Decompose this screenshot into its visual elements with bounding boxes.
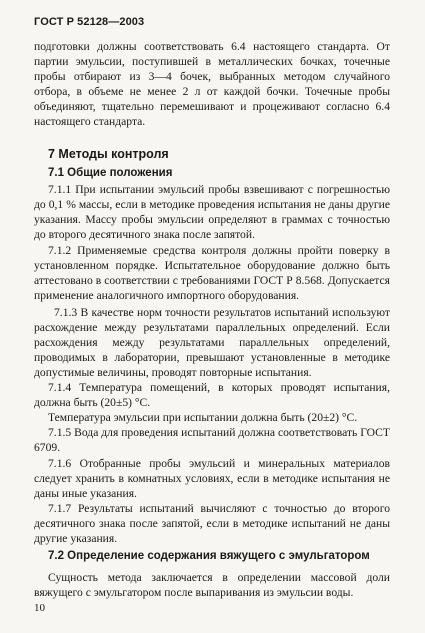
intro-paragraph: подготовки должны соответствовать 6.4 настоящего стандарта. От партии эмульсии, поступившей в металлических бочках, точечные пробы отбирают из 3—4 бочек, выбранных методом случайного отбора, в объеме не менее 2 л от каждой бочки. Точечные пробы объединяют, тщательно перемешивают и процеживают согласно 6.4 настоящего стандарта. [34, 40, 390, 128]
paragraph-7-1-3: 7.1.3 В качестве норм точности результатов испытаний используют расхождение между результатами параллельных определений. Если расхождения между результатами параллельных определений, проводимых в лаборатории, превышают установленные в методике допустимые величины, проводят повторные испытания. [34, 306, 390, 379]
paragraph-7-2: Сущность метода заключается в определении массовой доли вяжущего с эмульгатором после выпаривания из эмульсии воды. [34, 571, 390, 599]
section-7-1-heading: 7.1 Общие положения [48, 167, 173, 179]
paragraph-7-1-1: 7.1.1 При испытании эмульсий пробы взвешивают с погрешностью до 0,1 % массы, если в методике проведения испытания не даны другие указания. Массу пробы эмульсии определяют в граммах с точностью до второго десятичного знака после запятой. [34, 183, 390, 241]
page-number: 10 [34, 602, 45, 614]
paragraph-7-1-7: 7.1.7 Результаты испытаний вычисляют с точностью до второго десятичного знака после запятой, если в методике испытаний не даны другие указания. [34, 502, 390, 545]
section-7-2-heading: 7.2 Определение содержания вяжущего с эмульгатором [48, 550, 370, 562]
paragraph-7-1-2: 7.1.2 Применяемые средства контроля должны пройти поверку в установленном порядке. Испытательное оборудование должно быть аттестовано в соответствии с требованиями ГОСТ Р 8.568. Допускается применение аналогичного импортного оборудования. [34, 244, 390, 302]
section-7-heading: 7 Методы контроля [48, 147, 169, 161]
standard-header: ГОСТ Р 52128—2003 [34, 16, 145, 28]
paragraph-7-1-5: 7.1.5 Вода для проведения испытаний должна соответствовать ГОСТ 6709. [34, 426, 390, 454]
paragraph-7-1-6: 7.1.6 Отобранные пробы эмульсий и минеральных материалов следует хранить в комнатных условиях, если в методике испытания не даны иные указания. [34, 457, 390, 500]
paragraph-7-1-4-temperature: Температура эмульсии при испытании должна быть (20±2) °С. [48, 411, 358, 424]
paragraph-7-1-4: 7.1.4 Температура помещений, в которых проводят испытания, должна быть (20±5) °С. [34, 381, 390, 409]
